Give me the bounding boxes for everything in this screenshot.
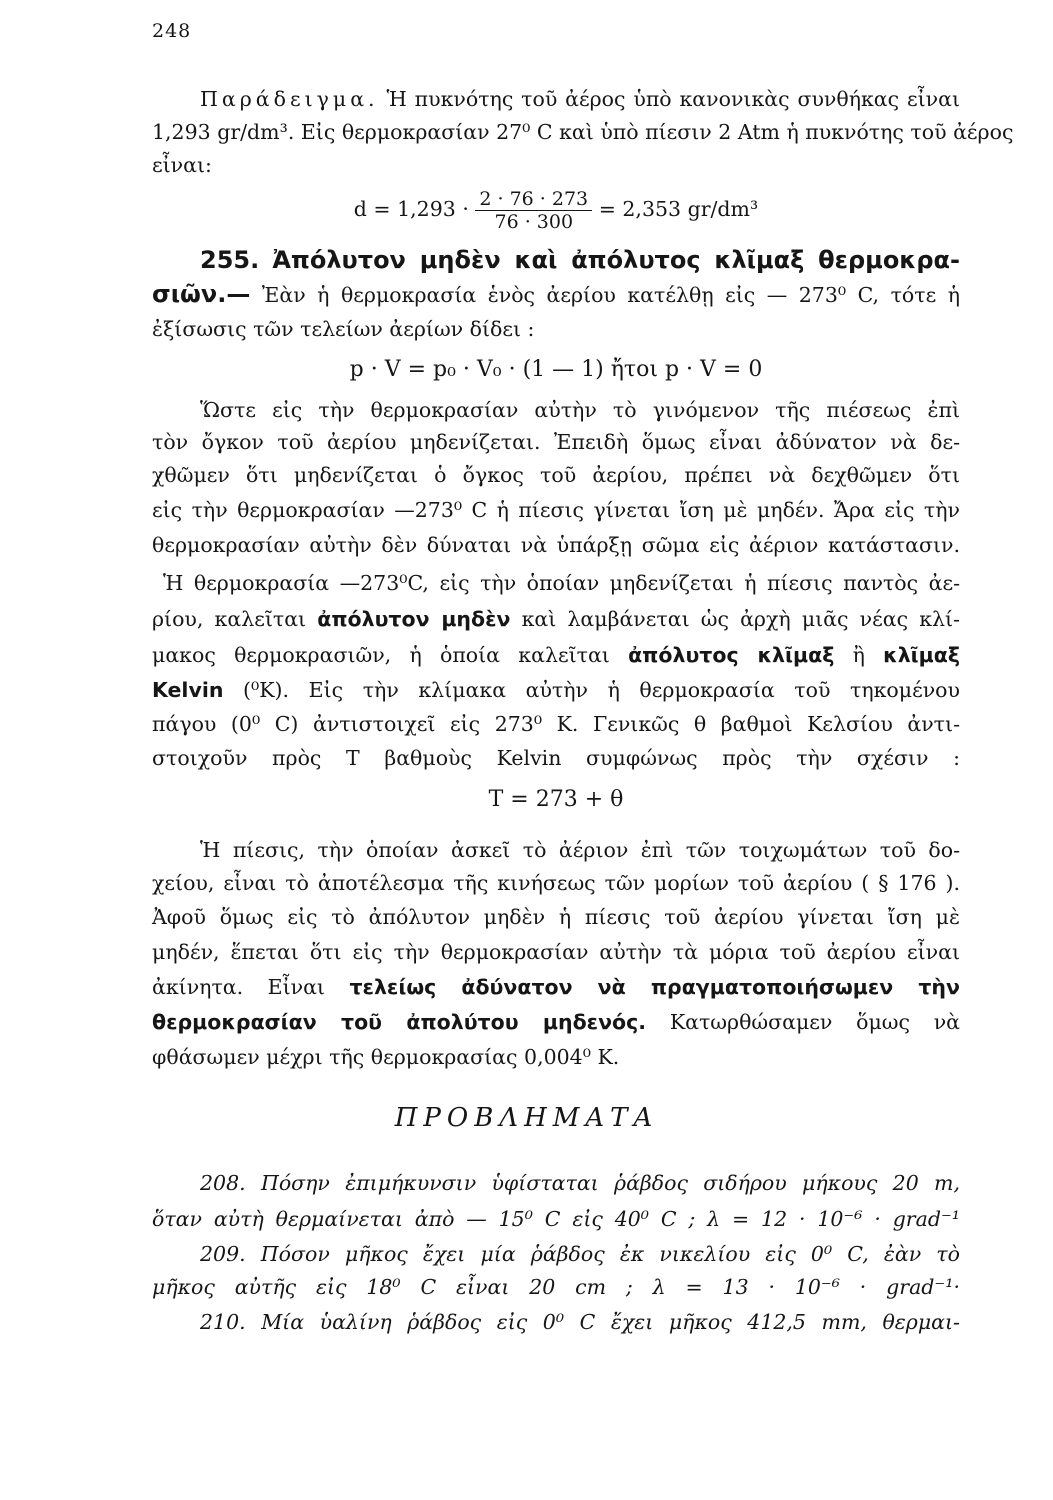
paragraph-1-line-5: θερμοκρασίαν αὐτὴν δὲν δύναται νὰ ὑπάρξῃ σῶμα εἰς ἀέριον κατάστασιν. [152,533,960,557]
equation-numerator: 2 · 76 · 273 [475,188,592,211]
example-label: Παράδειγμα. [200,87,379,111]
example-equation [152,185,960,233]
p2-l4-text: (⁰K). Εἰς τὴν κλίμακα αὐτὴν ἡ θερμοκρασία τοῦ τηκομένου [243,678,960,702]
p2-l3-text-c: ἢ [852,643,865,667]
paragraph-3-line-3: Ἀφοῦ ὅμως εἰς τὸ ἀπόλυτον μηδὲν ἡ πίεσις τοῦ ἀερίου γίνεται ἴση μὲ [152,905,960,929]
example-line-2: 1,293 gr/dm³. Εἰς θερμοκρασίαν 27⁰ C καὶ ὑπὸ πίεσιν 2 Atm ἡ πυκνότης τοῦ ἀέρος [152,120,1014,144]
paragraph-1-line-4: εἰς τὴν θερμοκρασίαν —273⁰ C ἡ πίεσις γίνεται ἴση μὲ μηδέν. Ἄρα εἰς τὴν [152,498,960,522]
paragraph-3-line-1: Ἡ πίεσις, τὴν ὁποίαν ἀσκεῖ τὸ ἀέριον ἐπὶ τῶν τοιχωμάτων τοῦ δο- [200,838,960,862]
p2-text-a: ρίου, καλεῖται [152,607,307,631]
page-number: 248 [152,20,192,42]
paragraph-2-line-6: στοιχοῦν πρὸς T βαθμοὺς Kelvin συμφώνως πρὸς τὴν σχέσιν : [152,746,960,770]
ideal-gas-formula: p · V = p₀ · V₀ · (1 — 1) ἤτοι p · V = 0 [349,357,763,382]
kelvin-formula: T = 273 + θ [488,787,624,812]
equation-left: d = 1,293 · [353,197,469,221]
example-line-3: εἶναι: [152,153,212,177]
paragraph-3-line-2: χείου, εἶναι τὸ ἀποτέλεσμα τῆς κινήσεως τῶν μορίων τοῦ ἀερίου ( § 176 ). [152,871,960,895]
section-heading-line-1 [200,245,960,275]
problems-heading: ΠΡΟΒΛΗΜΑΤΑ [394,1103,659,1133]
paragraph-2-line-5: πάγου (0⁰ C) ἀντιστοιχεῖ εἰς 273⁰ K. Γενικῶς θ βαθμοὶ Κελσίου ἀντι- [152,712,960,736]
paragraph-1-line-1: Ὥστε εἰς τὴν θερμοκρασίαν αὐτὴν τὸ γινόμενον τῆς πιέσεως ἐπὶ [200,398,960,422]
kelvin-term: Kelvin [152,678,224,702]
problem-209-line-1: 209. Πόσον μῆκος ἔχει μία ῥάβδος ἐκ νικελίου εἰς 0⁰ C, ἐὰν τὸ [200,1242,960,1266]
p3-l6-text: Κατωρθώσαμεν ὅμως νὰ [669,1010,960,1034]
impossibility-statement: τελείως ἀδύνατον νὰ πραγματοποιήσωμεν τὴν [349,975,960,999]
problem-208-line-1: 208. Πόσην ἐπιμήκυνσιν ὑφίσταται ῥάβδος σιδήρου μήκους 20 m, [200,1171,960,1195]
problem-208-line-2: ὅταν αὐτὴ θερμαίνεται ἀπὸ — 15⁰ C εἰς 40⁰ C ; λ = 12 · 10⁻⁶ · grad⁻¹ [152,1207,960,1231]
equation-fraction [475,188,592,233]
p2-l3-text-a: μακος θερμοκρασιῶν, ἡ ὁποία καλεῖται [152,643,610,667]
paragraph-3-line-4: μηδέν, ἕπεται ὅτι εἰς τὴν θερμοκρασίαν αὐτὴν τὰ μόρια τοῦ ἀερίου εἶναι [152,940,960,964]
section-intro: Ἐὰν ἡ θερμοκρασία ἑνὸς ἀερίου κατέλθῃ εἰς — 273⁰ C, τότε ἡ [261,283,960,307]
section-number: 255. [200,246,260,274]
paragraph-1-line-3: χθῶμεν ὅτι μηδενίζεται ὁ ὄγκος τοῦ ἀερίου, πρέπει νὰ δεχθῶμεν ὅτι [152,463,960,487]
section-title-part-2: σιῶν.— [152,280,251,308]
absolute-zero-term: ἀπόλυτον μηδὲν [317,607,511,631]
equation-right: = 2,353 gr/dm³ [598,197,759,221]
paragraph-2-line-2 [152,606,960,632]
section-line-3: ἐξίσωσις τῶν τελείων ἀερίων δίδει : [152,317,535,341]
paragraph-2-line-1: Ἡ θερμοκρασία —273⁰C, εἰς τὴν ὁποίαν μηδενίζεται ἡ πίεσις παντὸς ἀε- [163,571,960,595]
paragraph-2-line-4 [152,677,960,703]
section-title-part-1: Ἀπόλυτον μηδὲν καὶ ἀπόλυτος κλῖμαξ θερμοκρα- [272,246,960,274]
paragraph-3-line-5 [152,974,960,1000]
example-line-1 [200,86,960,112]
section-heading-line-2 [152,281,960,308]
paragraph-1-line-2: τὸν ὄγκον τοῦ ἀερίου μηδενίζεται. Ἐπειδὴ ὅμως εἶναι ἀδύνατον νὰ δε- [152,430,960,454]
absolute-scale-term: ἀπόλυτος κλῖμαξ [628,643,835,667]
paragraph-3-line-6 [152,1009,960,1035]
problem-209-line-2: μῆκος αὐτῆς εἰς 18⁰ C εἶναι 20 cm ; λ = 13 · 10⁻⁶ · grad⁻¹· [152,1275,960,1299]
p2-text-c: καὶ λαμβάνεται ὡς ἀρχὴ μιᾶς νέας κλί- [521,607,960,631]
p3-l5-text: ἀκίνητα. Εἶναι [152,975,325,999]
example-text-1: Ἡ πυκνότης τοῦ ἀέρος ὑπὸ κανονικὰς συνθήκας εἶναι [386,87,960,111]
impossibility-statement-2: θερμοκρασίαν τοῦ ἀπολύτου μηδενός. [152,1010,647,1034]
equation-denominator: 76 · 300 [494,211,574,233]
problem-210-line-1: 210. Μία ὑαλίνη ῥάβδος εἰς 0⁰ C ἔχει μῆκος 412,5 mm, θερμαι- [200,1310,960,1334]
paragraph-2-line-3 [152,642,960,668]
scale-term: κλῖμαξ [883,643,960,667]
paragraph-3-line-7: φθάσωμεν μέχρι τῆς θερμοκρασίας 0,004⁰ K. [152,1045,620,1069]
